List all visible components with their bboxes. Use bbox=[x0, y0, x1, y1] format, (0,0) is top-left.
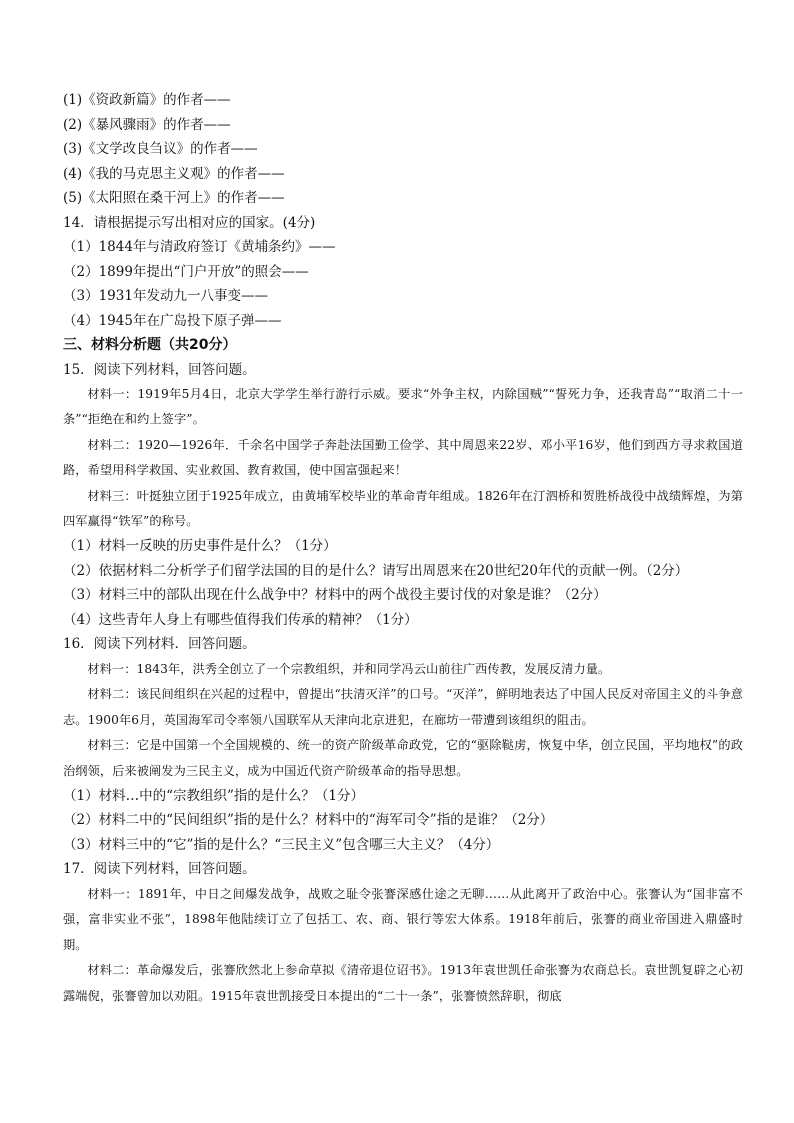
sub-question: （2）依据材料二分析学子们留学法国的目的是什么？请写出周恩来在20世纪20年代的贡献一例。（2分） bbox=[63, 562, 689, 579]
list-item: (1)《资政新篇》的作者—— bbox=[63, 92, 231, 108]
material-paragraph: 材料二：1920—1926年．千余名中国学子奔赴法国勤工俭学、其中周恩来22岁、邓小平16岁，他们到西方寻求救国道路，希望用科学救国、实业救国、教育救国，使中国富强起来！ bbox=[63, 437, 743, 478]
page-content bbox=[63, 88, 743, 1009]
sub-question: （4）1945年在广岛投下原子弹—— bbox=[63, 312, 282, 329]
question-stem: 15．阅读下列材料，回答问题。 bbox=[63, 361, 256, 378]
question-15 bbox=[63, 358, 743, 633]
question-17 bbox=[63, 857, 743, 1009]
sub-question: （4）这些青年人身上有哪些值得我们传承的精神？（1分） bbox=[63, 611, 418, 628]
question-16 bbox=[63, 632, 743, 857]
material-paragraph: 材料一：1843年，洪秀全创立了一个宗教组织，并和同学冯云山前往广西传教，发展反清力量。 bbox=[87, 661, 611, 676]
sub-question: （2）材料二中的“民间组织”指的是什么？材料中的“海军司令”指的是谁？（2分） bbox=[63, 812, 554, 829]
sub-question: （3）材料三中的“它”指的是什么？“三民主义”包含哪三大主义？（4分） bbox=[63, 836, 500, 853]
material-paragraph: 材料三：它是中国第一个全国规模的、统一的资产阶级革命政党，它的“驱除鞑虏，恢复中华，创立民国，平均地权”的政治纲领，后来被阐发为三民主义，成为中国近代资产阶级革命的指导思想。 bbox=[63, 738, 743, 778]
list-item: (3)《文学改良刍议》的作者—— bbox=[63, 141, 258, 157]
question-stem: 14．请根据提示写出相对应的国家。(4分) bbox=[63, 214, 316, 231]
question-stem: 16．阅读下列材料．回答问题。 bbox=[63, 636, 256, 653]
list-item: (5)《太阳照在桑干河上》的作者—— bbox=[63, 190, 285, 206]
material-paragraph: 材料一：1919年5月4日，北京大学学生举行游行示威。要求“外争主权，内除国贼”“誓死力争，还我青岛”“取消二十一条”“拒绝在和约上签字”。 bbox=[63, 387, 743, 427]
material-paragraph: 材料一：1891年，中日之间爆发战争，战败之耻令张謇深感仕途之无聊……从此离开了政治中心。张謇认为“国非富不强，富非实业不张”，1898年他陆续订立了包括工、农、商、银行等宏大体系。1918年前后，张謇的商业帝国进入鼎盛时期。 bbox=[63, 886, 743, 952]
list-item: (2)《暴风骤雨》的作者—— bbox=[63, 116, 231, 133]
sub-question: （2）1899年提出“门户开放”的照会—— bbox=[63, 263, 309, 280]
list-item: (4)《我的马克思主义观》的作者—— bbox=[63, 165, 285, 182]
sub-question: （3）材料三中的部队出现在什么战争中？材料中的两个战役主要讨伐的对象是谁？（2分） bbox=[63, 587, 607, 604]
sub-question: （1）材料一反映的历史事件是什么？（1分） bbox=[63, 538, 337, 555]
question-stem: 17．阅读下列材料，回答问题。 bbox=[63, 861, 256, 878]
question-14 bbox=[63, 211, 743, 334]
q13-answer-list bbox=[63, 88, 743, 211]
section-heading: 三、材料分析题（共20分） bbox=[63, 337, 237, 353]
sub-question: （1）1844年与清政府签订《黄埔条约》—— bbox=[63, 239, 336, 255]
material-paragraph: 材料二：该民间组织在兴起的过程中，曾提出“扶清灭洋”的口号。“灭洋”，鲜明地表达了中国人民反对帝国主义的斗争意志。1900年6月，英国海军司令率领八国联军从天津向北京进犯，在廊坊一带遭到该组织的阻击。 bbox=[63, 687, 743, 727]
material-paragraph: 材料二：革命爆发后，张謇欣然北上参命草拟《清帝退位诏书》。1913年袁世凯任命张謇为农商总长。袁世凯复辟之心初露端倪，张謇曾加以劝阻。1915年袁世凯接受日本提出的“二十一条”，张謇愤然辞职，彻底 bbox=[63, 963, 743, 1003]
material-paragraph: 材料三：叶挺独立团于1925年成立，由黄埔军校毕业的革命青年组成。1826年在汀泗桥和贺胜桥战役中战绩辉煌，为第四军赢得“铁军”的称号。 bbox=[63, 488, 743, 529]
sub-question: （3）1931年发动九一八事变—— bbox=[63, 288, 268, 304]
sub-question: （1）材料…中的“宗教组织”指的是什么？（1分） bbox=[63, 787, 364, 804]
